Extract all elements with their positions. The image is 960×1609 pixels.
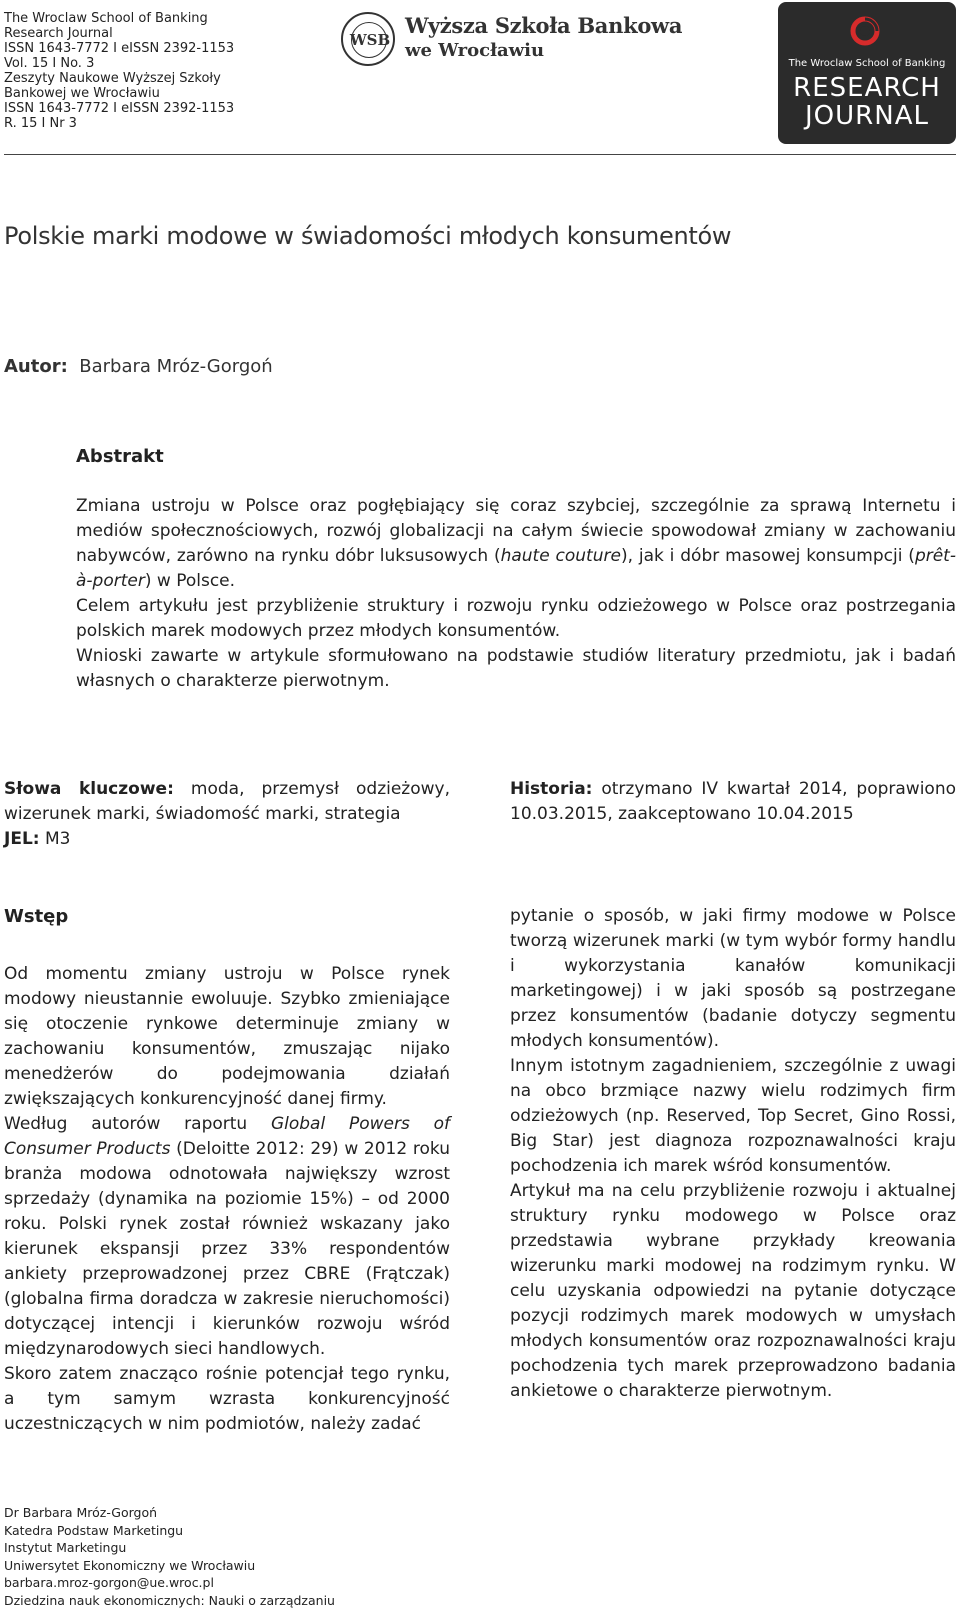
- abstract-body: [76, 494, 956, 694]
- badge-title-journal: JOURNAL: [805, 101, 929, 131]
- left-column: [4, 962, 450, 1437]
- journal-line: Vol. 15 I No. 3: [4, 56, 95, 71]
- body-paragraph: Według autorów raportu Global Powers of Consumer Products (Deloitte 2012: 29) w 2012 roku branża modowa odnotowała największy wzrost sprzedaży (dynamika na poziomie 15%) – od 2000 roku. Polski rynek został również wskazany jako kierunek ekspansji przez 33% respondentów ankiety przeprowadzonej przez CBRE (Frątczak) (globalna firma doradcza w zakresie nieruchomości) dotyczącej intencji i kierunków rozwoju wśród międzynarodowych sieci handlowych.: [4, 1114, 451, 1359]
- author-affiliation: [4, 1504, 335, 1609]
- wsb-seal-icon: WSB: [341, 12, 395, 66]
- author-label: Autor:: [4, 356, 68, 377]
- author-name: Barbara Mróz-Gorgoń: [79, 356, 273, 377]
- body-paragraph: Artykuł ma na celu przybliżenie rozwoju i aktualnej struktury rynku modowego w Polsce oraz przedstawia wybrane przykłady kreowania wizerunku marki modowej na rodzimym rynku. W celu uzyskania odpowiedzi na pytanie dotyczące pozycji rodzimych marek modowych w umysłach młodych konsumentów oraz rozpoznawalności kraju pochodzenia tych marek przeprowadzono badania ankietowe o charakterze pierwotnym.: [510, 1181, 956, 1401]
- history-text: otrzymano IV kwartał 2014, poprawiono 10.03.2015, zaakceptowano 10.04.2015: [510, 779, 956, 824]
- affiliation-line: Instytut Marketingu: [4, 1540, 127, 1555]
- journal-line: Bankowej we Wrocławiu: [4, 86, 160, 101]
- affiliation-line: Dr Barbara Mróz-Gorgoń: [4, 1505, 158, 1520]
- affiliation-line: Katedra Podstaw Marketingu: [4, 1522, 184, 1538]
- journal-info: [4, 11, 234, 131]
- wsb-logo: [341, 12, 683, 68]
- wsb-logo-line2: we Wrocławiu: [405, 40, 545, 61]
- research-journal-badge: [778, 2, 956, 144]
- keywords: Słowa kluczowe: moda, przemysł odzieżowy, wizerunek marki, świadomość marki, strategia: [4, 779, 450, 824]
- keywords-block: [4, 777, 450, 852]
- author-line: [4, 356, 273, 377]
- abstract-paragraph: Wnioski zawarte w artykule sformułowano na podstawie studiów literatury przedmiotu, jak i badań własnych o charakterze pierwotnym.: [76, 646, 956, 691]
- badge-title-research: RESEARCH: [793, 73, 941, 103]
- journal-line: R. 15 I Nr 3: [4, 116, 77, 131]
- right-column: [510, 904, 956, 1404]
- affiliation-email: barbara.mroz-gorgon@ue.wroc.pl: [4, 1575, 214, 1590]
- journal-line: ISSN 1643-7772 I eISSN 2392-1153: [4, 101, 235, 116]
- body-paragraph: Od momentu zmiany ustroju w Polsce rynek modowy nieustannie ewoluuje. Szybko zmieniające się otoczenie rynkowe determinuje zmiany w zachowaniu konsumentów, zmuszając nijako menedżerów do podejmowania działań zwiększających konkurencyjność danej firmy.: [4, 964, 450, 1109]
- journal-logo-icon: [850, 16, 880, 46]
- affiliation-line: Uniwersytet Ekonomiczny we Wrocławiu: [4, 1557, 256, 1573]
- article-title: Polskie marki modowe w świadomości młodych konsumentów: [4, 222, 732, 250]
- journal-line: ISSN 1643-7772 I eISSN 2392-1153: [4, 41, 235, 56]
- keywords-label: Słowa kluczowe:: [4, 779, 174, 799]
- wsb-logo-line1: Wyższa Szkoła Bankowa: [405, 13, 683, 38]
- badge-subtitle: The Wroclaw School of Banking: [788, 58, 946, 69]
- abstract-heading: Abstrakt: [76, 446, 164, 467]
- intro-heading: Wstęp: [4, 906, 69, 927]
- body-paragraph: Skoro zatem znacząco rośnie potencjał tego rynku, a tym samym wzrasta konkurencyjność uczestniczących w nim podmiotów, należy zadać: [4, 1364, 450, 1434]
- journal-line: Research Journal: [4, 26, 113, 41]
- journal-line: The Wroclaw School of Banking: [4, 11, 208, 26]
- abstract-paragraph: Zmiana ustroju w Polsce oraz pogłębiający się coraz szybciej, szczególnie za sprawą Internetu i mediów społecznościowych, rozwój globalizacji na całym świecie spowodował zmiany w zachowaniu nabywców, zarówno na rynku dóbr luksusowych (haute couture), jak i dóbr masowej konsumpcji (prêt-à-porter) w Polsce.: [76, 496, 956, 591]
- history-block: [510, 777, 956, 827]
- abstract-paragraph: Celem artykułu jest przybliżenie struktury i rozwoju rynku odzieżowego w Polsce oraz postrzegania polskich marek modowych przez młodych konsumentów.: [76, 596, 956, 641]
- history-label: Historia:: [510, 779, 593, 799]
- jel-label: JEL:: [4, 829, 40, 849]
- jel: JEL: M3: [4, 829, 71, 849]
- journal-line: Zeszyty Naukowe Wyższej Szkoły: [4, 71, 221, 86]
- header-divider: [4, 154, 956, 155]
- body-paragraph: pytanie o sposób, w jaki firmy modowe w Polsce tworzą wizerunek marki (w tym wybór formy handlu i wykorzystania kanałów komunikacji marketingowej) i w jaki sposób są postrzegane przez konsumentów (badanie dotyczy segmentu młodych konsumentów).: [510, 906, 956, 1051]
- body-paragraph: Innym istotnym zagadnieniem, szczególnie z uwagi na obco brzmiące nazwy wielu rodzimych firm odzieżowych (np. Reserved, Top Secret, Gino Rossi, Big Star) jest diagnoza rozpoznawalności kraju pochodzenia ich marek wśród konsumentów.: [510, 1056, 956, 1176]
- affiliation-line: Dziedzina nauk ekonomicznych: Nauki o zarządzaniu: [4, 1592, 335, 1608]
